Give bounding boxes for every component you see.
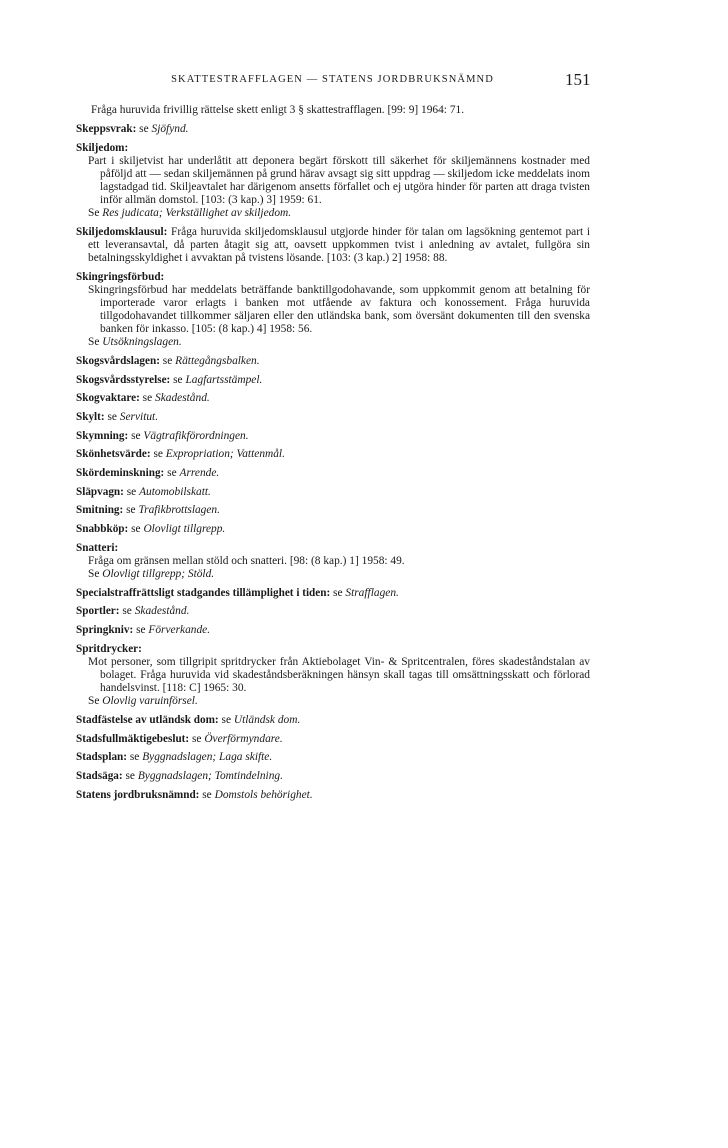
- entry-headword: Statens jordbruksnämnd:: [76, 788, 200, 801]
- see-line: [76, 336, 590, 349]
- cross-reference: Strafflagen.: [345, 586, 399, 599]
- see-prefix: se: [189, 732, 205, 745]
- entry-text: Fråga om gränsen mellan stöld och snatteri. [98: (8 kap.) 1] 1958: 49.: [88, 554, 405, 567]
- entry-headword: Skogvaktare:: [76, 392, 140, 405]
- entry-headline: [76, 411, 590, 424]
- entry-headline: [76, 123, 590, 136]
- index-entry: [76, 587, 590, 600]
- entry-headword: Sportler:: [76, 605, 120, 618]
- running-head: SKATTESTRAFFLAGEN — STATENS JORDBRUKSNÄMND: [171, 74, 494, 85]
- entry-headline: [76, 467, 590, 480]
- see-prefix: se: [104, 411, 120, 424]
- entry-headline: [76, 624, 590, 637]
- entry-headline: [76, 789, 590, 802]
- cross-reference: Arrende.: [179, 467, 220, 480]
- entry-headline: [76, 523, 590, 536]
- see-prefix: se: [199, 788, 215, 801]
- entry-headword: Skönhetsvärde:: [76, 448, 151, 461]
- entry-headword: Skogsvårdslagen:: [76, 354, 160, 367]
- entry-headline: [76, 751, 590, 764]
- entry-headword: Skeppsvrak:: [76, 123, 137, 136]
- entry-text: Skingringsförbud har meddelats beträffande banktillgodohavande, som uppkommit genom att betalning för importerade varor erlagts i banken mot utfående av faktura och konossement. Fråga huruvida tillgodohavandet tillkommer säljaren eller den utländska bank, som översänt dokumenten till den svenska banken för inkasso. [105: (8 kap.) 4] 1958: 56.: [88, 283, 590, 336]
- entry-headline: [76, 605, 590, 618]
- see-prefix: Se: [88, 695, 103, 708]
- see-prefix: se: [133, 624, 149, 637]
- entry-headword: Skördeminskning:: [76, 467, 165, 480]
- see-prefix: se: [123, 504, 139, 517]
- see-prefix: se: [330, 586, 346, 599]
- cross-reference: Utsökningslagen.: [102, 336, 182, 349]
- entry-headword: Släpvagn:: [76, 485, 124, 498]
- cross-reference: Vägtrafikförordningen.: [143, 429, 249, 442]
- cross-reference: Byggnadslagen; Laga skifte.: [142, 751, 273, 764]
- entry-headword: Stadfästelse av utländsk dom:: [76, 713, 219, 726]
- see-prefix: se: [122, 769, 138, 782]
- entry-headline: [76, 733, 590, 746]
- entry-headline: [76, 770, 590, 783]
- entry-headword: Stadsfullmäktigebeslut:: [76, 732, 190, 745]
- see-line: [76, 568, 590, 581]
- cross-reference: Olovligt tillgrepp; Stöld.: [102, 568, 215, 581]
- cross-reference: Förverkande.: [148, 624, 211, 637]
- entry-headword: Snabbköp:: [76, 523, 129, 536]
- see-prefix: se: [150, 448, 166, 461]
- entry-headline: [76, 587, 590, 600]
- index-entry: [76, 271, 590, 350]
- cross-reference: Byggnadslagen; Tomtindelning.: [137, 769, 283, 782]
- entry-headline: [76, 271, 590, 284]
- entry-text: Part i skiljetvist har underlåtit att deponera begärt förskott till säkerhet för skiljemännens kostnader med påföljd att — sedan skiljemännen på grund härav avsagt sig sitt uppdrag — skiljedom icke meddelats inom lagstadgad tid. Skiljeavtalet har därigenom ansetts förfallet och ej utgöra hinder för parten att draga tvisten inför allmän domstol. [103: (3 kap.) 3] 1959: 61.: [88, 154, 590, 207]
- see-prefix: se: [127, 751, 143, 764]
- entry-headline: [76, 430, 590, 443]
- entry-headword: Skiljedomsklausul:: [76, 225, 168, 238]
- index-entry: [76, 411, 590, 424]
- entry-headline: [76, 542, 590, 555]
- see-prefix: Se: [88, 568, 103, 581]
- cross-reference: Utländsk dom.: [233, 713, 301, 726]
- entry-headline: [76, 504, 590, 517]
- cross-reference: Skadestånd.: [134, 605, 190, 618]
- entry-headword: Skogsvårdsstyrelse:: [76, 373, 171, 386]
- cross-reference: Skadestånd.: [155, 392, 210, 405]
- cross-reference: Lagfartsstämpel.: [185, 373, 263, 386]
- page-number: 151: [565, 70, 591, 89]
- see-prefix: se: [128, 523, 144, 536]
- cross-reference: Res judicata; Verkställighet av skiljedom.: [102, 207, 292, 220]
- see-prefix: se: [139, 392, 156, 405]
- see-prefix: se: [218, 713, 234, 726]
- see-prefix: se: [119, 605, 135, 618]
- see-prefix: Se: [88, 336, 103, 349]
- entry-headline: [76, 374, 590, 387]
- index-entry: [76, 448, 590, 461]
- index-entry: [76, 523, 590, 536]
- index-entry: [76, 486, 590, 499]
- index-entry: [76, 733, 590, 746]
- entry-headline: [76, 643, 590, 656]
- cross-reference: Domstols behörighet.: [214, 788, 313, 801]
- index-entry: [76, 374, 590, 387]
- index-entry: [76, 770, 590, 783]
- see-line: [76, 207, 590, 220]
- index-entry: [76, 605, 590, 618]
- index-entry: [76, 643, 590, 708]
- index-entry: [76, 226, 590, 265]
- see-prefix: se: [164, 467, 180, 480]
- entry-headword: Smitning:: [76, 504, 124, 517]
- cross-reference: Överförmyndare.: [204, 732, 283, 745]
- index-entry: [76, 392, 590, 405]
- entry-headword: Stadsplan:: [76, 751, 127, 764]
- index-entry: [76, 142, 590, 221]
- cross-reference: Rättegångsbalken.: [175, 354, 260, 367]
- entry-headline: [76, 226, 590, 265]
- index-entry: [76, 355, 590, 368]
- index-entry: [76, 542, 590, 581]
- see-prefix: Se: [88, 207, 103, 220]
- entry-headword: Snatteri:: [76, 541, 119, 554]
- entry-list: [76, 123, 590, 802]
- index-entry: [76, 430, 590, 443]
- cross-reference: Servitut.: [119, 411, 159, 424]
- cross-reference: Trafikbrottslagen.: [138, 504, 220, 517]
- entry-headline: [76, 355, 590, 368]
- see-prefix: se: [159, 354, 176, 367]
- see-line: [76, 695, 590, 708]
- entry-headword: Skingringsförbud:: [76, 270, 165, 283]
- index-entry: [76, 123, 590, 136]
- entry-headword: Springkniv:: [76, 624, 134, 637]
- cross-reference: Sjöfynd.: [151, 123, 189, 136]
- entry-headword: Spritdrycker:: [76, 642, 142, 655]
- entry-text: Fråga huruvida skiljedomsklausul utgjorde hinder för talan om lagsökning gentemot part i ett leveransavtal, då parten åtagit sig att, oavsett uppkommen tvist i anledning av avtalet, fullgöra sin betalningsskyldighet i avvaktan på tvistens lösande. [103: (3 kap.) 2] 1958: 88.: [88, 225, 590, 265]
- entry-headword: Skiljedom:: [76, 141, 129, 154]
- cross-reference: Automobilskatt.: [139, 485, 211, 498]
- see-prefix: se: [136, 123, 152, 136]
- entry-headline: [76, 448, 590, 461]
- page-body: [76, 104, 590, 807]
- see-prefix: se: [128, 429, 144, 442]
- entry-headline: [76, 392, 590, 405]
- index-entry: [76, 624, 590, 637]
- entry-headword: Stadsäga:: [76, 769, 123, 782]
- index-entry: [76, 789, 590, 802]
- entry-headline: [76, 714, 590, 727]
- entry-text: Mot personer, som tillgripit spritdrycker från Aktiebolaget Vin- & Spritcentralen, föres skadeståndstalan av bolaget. Fråga huruvida vid skadeståndsberäkningen hänsyn skall tagas till omsättningsskatt och förlorad handelsvinst. [118: C] 1965: 30.: [88, 655, 590, 695]
- see-prefix: se: [170, 373, 186, 386]
- cross-reference: Olovligt tillgrepp.: [143, 523, 226, 536]
- cross-reference: Expropriation; Vattenmål.: [165, 448, 285, 461]
- continuation-paragraph: Fråga huruvida frivillig rättelse skett enligt 3 § skattestrafflagen. [99: 9] 1964: 71.: [91, 104, 465, 116]
- index-entry: [76, 467, 590, 480]
- index-entry: [76, 714, 590, 727]
- entry-headword: Specialstraffrättsligt stadgandes tillämplighet i tiden:: [76, 586, 331, 599]
- entry-headline: [76, 486, 590, 499]
- entry-headword: Skymning:: [76, 429, 129, 442]
- cross-reference: Olovlig varuinförsel.: [102, 695, 198, 708]
- entry-headword: Skylt:: [76, 411, 105, 424]
- index-entry: [76, 751, 590, 764]
- see-prefix: se: [123, 485, 140, 498]
- entry-headline: [76, 142, 590, 155]
- index-entry: [76, 504, 590, 517]
